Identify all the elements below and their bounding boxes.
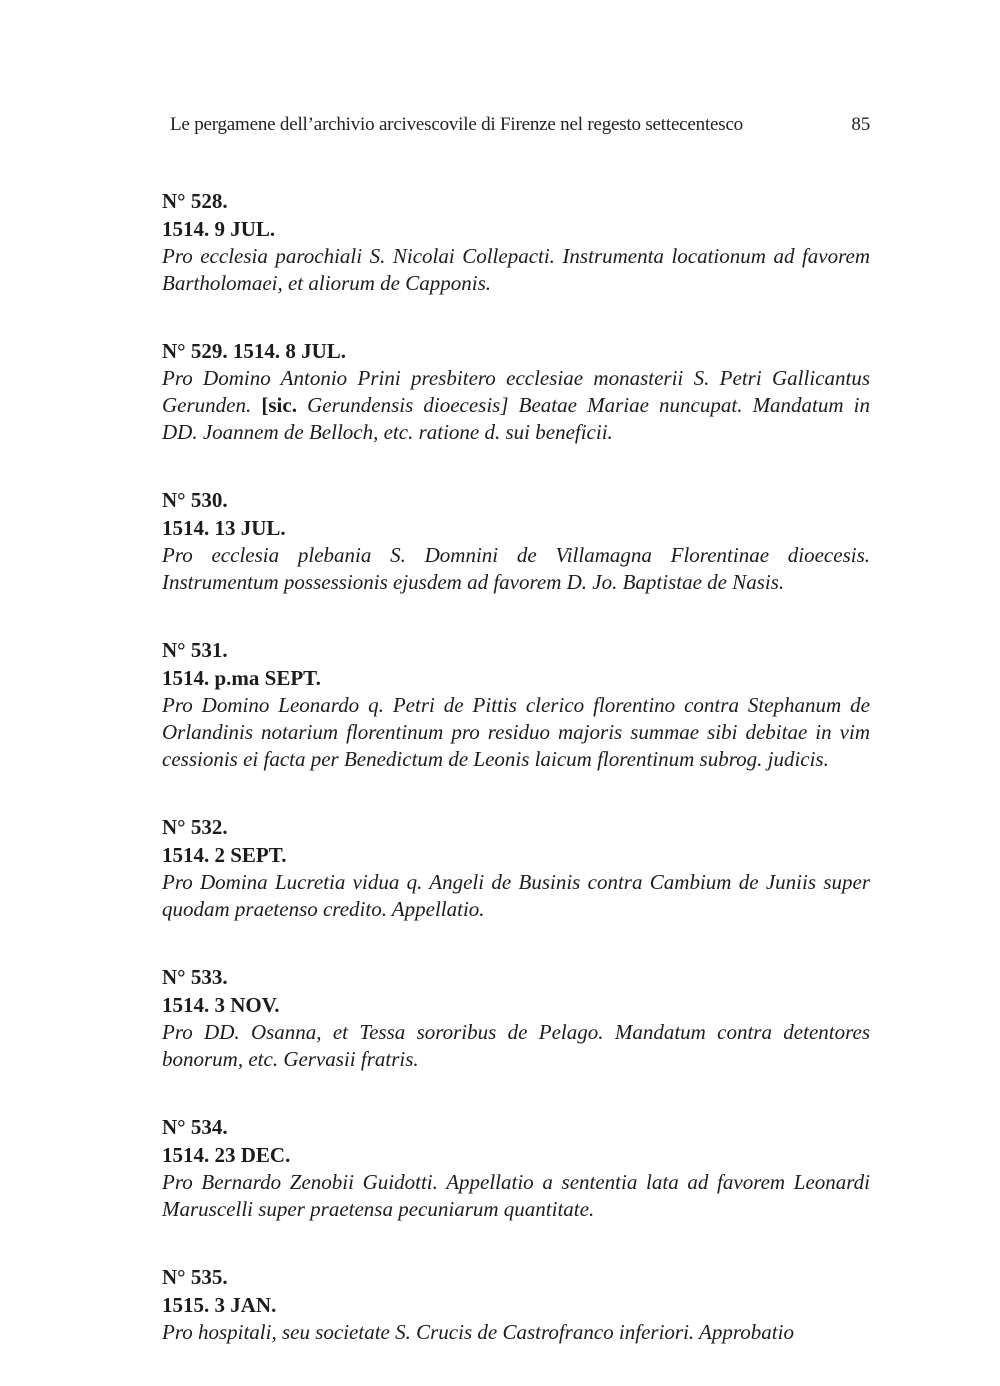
page-number: 85: [851, 114, 870, 135]
entry-text: [162, 365, 870, 446]
header-title: Le pergamene dell’archivio arcivescovile di Firenze nel regesto settecentesco: [170, 114, 743, 135]
entry-number: N° 531.: [162, 638, 228, 662]
entry-number: N° 535.: [162, 1265, 228, 1289]
entry-533: [162, 963, 870, 1073]
entry-528: [162, 187, 870, 297]
entry-534: [162, 1113, 870, 1223]
entry-date: 1514. 13 JUL.: [162, 516, 286, 540]
running-header: [170, 114, 870, 136]
entry-529: [162, 337, 870, 446]
entry-date: 1514. 23 DEC.: [162, 1143, 291, 1167]
entry-date: 1515. 3 JAN.: [162, 1293, 277, 1317]
entry-531: [162, 636, 870, 773]
sic-note: [sic.: [261, 393, 297, 417]
entry-text: Pro Domina Lucretia vidua q. Angeli de Businis contra Cambium de Juniis super quodam praetenso credito. Appellatio.: [162, 870, 870, 921]
entry-530: [162, 486, 870, 596]
entry-text: Pro Domino Leonardo q. Petri de Pittis clerico florentino contra Stephanum de Orlandinis notarium florentinum pro residuo majoris summae sibi debitae in vim cessionis ei facta per Benedictum de Leonis laicum florentinum subrog. judicis.: [162, 693, 870, 771]
entry-heading: N° 529. 1514. 8 JUL.: [162, 339, 346, 363]
entry-date: 1514. 9 JUL.: [162, 217, 276, 241]
entry-date: 1514. p.ma SEPT.: [162, 666, 321, 690]
entry-number: N° 534.: [162, 1115, 228, 1139]
entry-date: 1514. 3 NOV.: [162, 993, 280, 1017]
entry-text-after: Gerundensis dioecesis] Beatae Mariae nuncupat. Mandatum in DD. Joannem de Belloch, etc. ratione d. sui beneficii.: [162, 393, 871, 444]
entry-text: Pro hospitali, seu societate S. Crucis de Castrofranco inferiori. Approbatio: [162, 1320, 794, 1344]
entry-date: 1514. 2 SEPT.: [162, 843, 287, 867]
entry-number: N° 530.: [162, 488, 228, 512]
entry-number: N° 532.: [162, 815, 228, 839]
entry-532: [162, 813, 870, 923]
entry-number: N° 528.: [162, 189, 228, 213]
entry-535: [162, 1263, 870, 1346]
entry-text-before: Pro Domino Antonio Prini presbitero ecclesiae monasterii S. Petri Gallicantus Gerunden.: [162, 366, 870, 417]
entry-text: Pro Bernardo Zenobii Guidotti. Appellatio a sententia lata ad favorem Leonardi Maruscelli super praetensa pecuniarum quantitate.: [162, 1170, 870, 1221]
entry-text: Pro ecclesia parochiali S. Nicolai Collepacti. Instrumenta locationum ad favorem Bartholomaei, et aliorum de Capponis.: [162, 244, 870, 295]
regesto-entries: [162, 187, 870, 1386]
entry-text: Pro ecclesia plebania S. Domnini de Villamagna Florentinae dioecesis. Instrumentum possessionis ejusdem ad favorem D. Jo. Baptistae de Nasis.: [162, 543, 870, 594]
entry-number: N° 533.: [162, 965, 228, 989]
entry-text: Pro DD. Osanna, et Tessa sororibus de Pelago. Mandatum contra detentores bonorum, etc. Gervasii fratris.: [162, 1020, 870, 1071]
